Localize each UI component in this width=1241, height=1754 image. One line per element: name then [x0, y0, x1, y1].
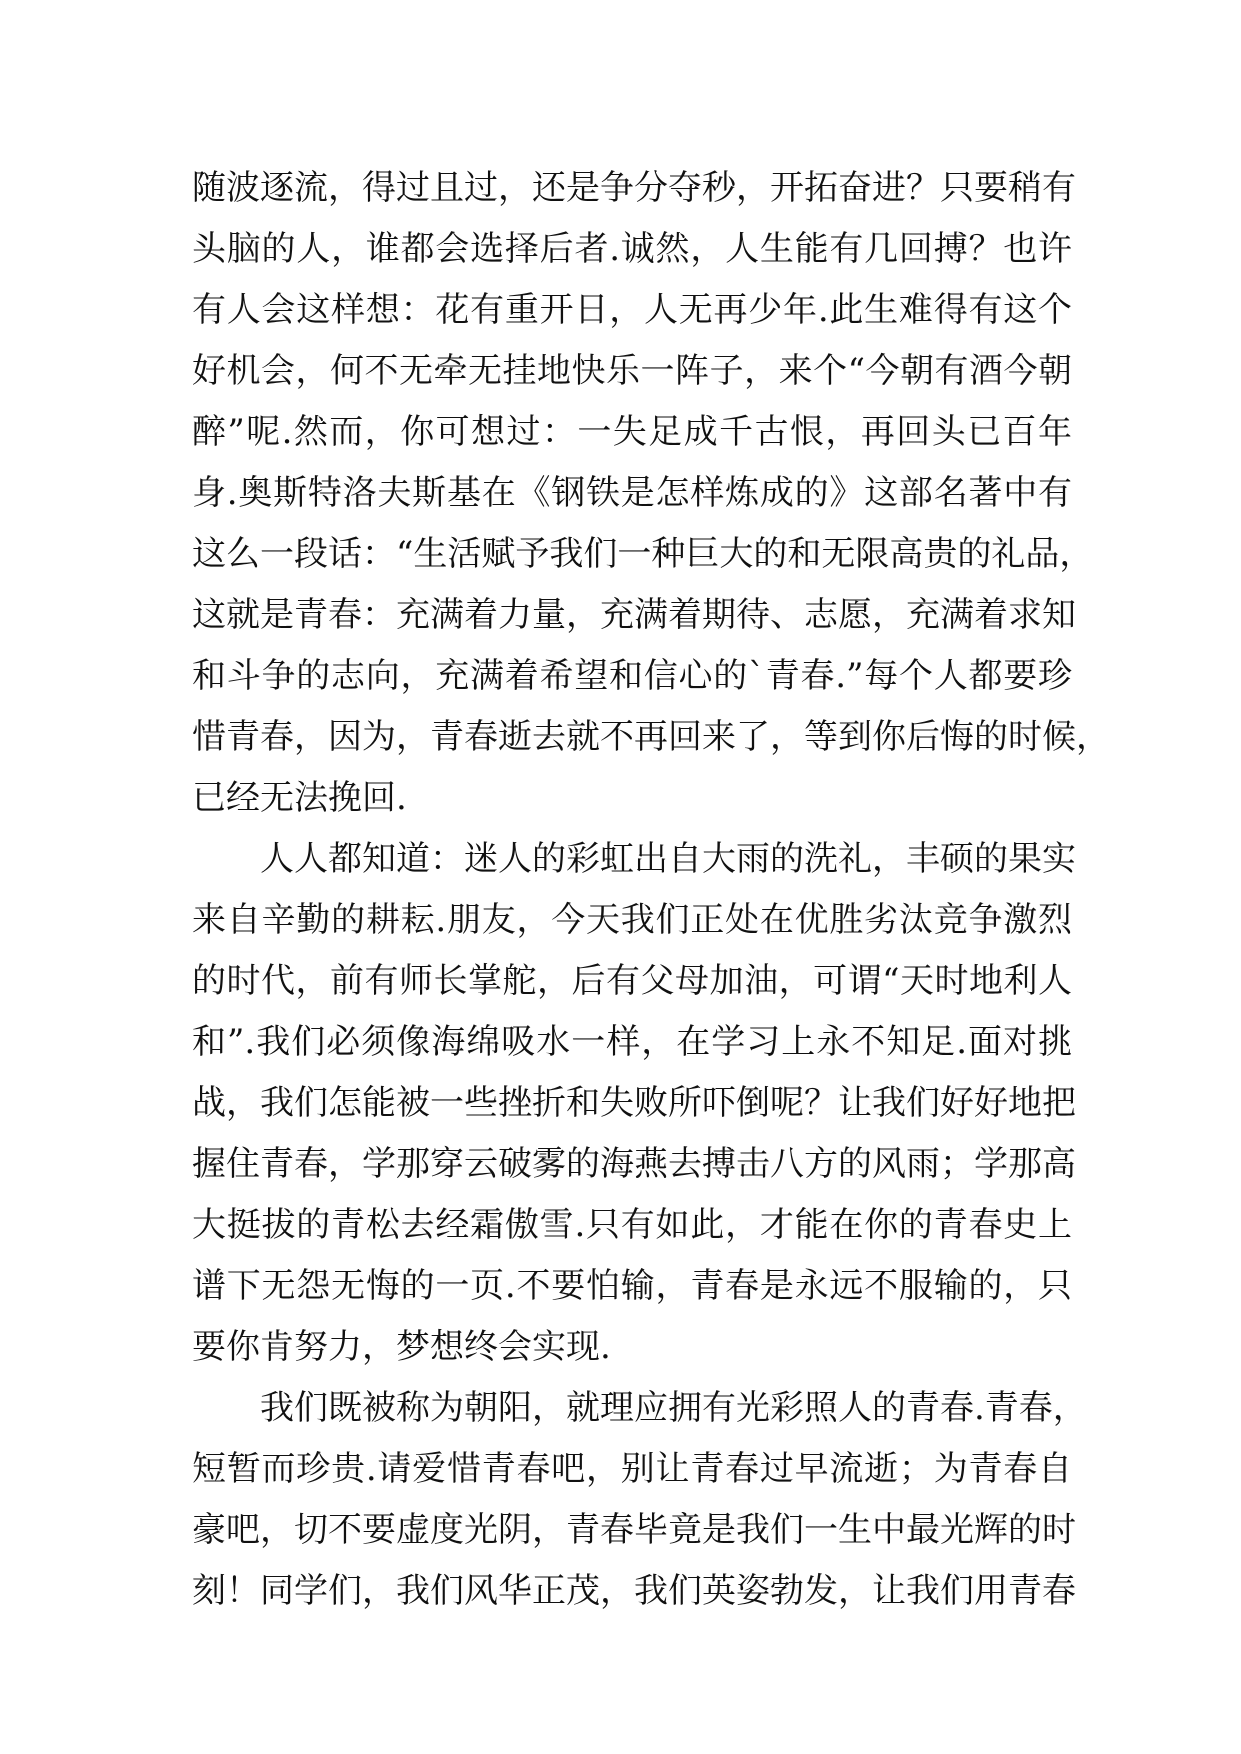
text-line: 和”.我们必须像海绵吸水一样，在学习上永不知足.面对挑 [192, 1022, 1072, 1062]
paragraph-3 [192, 1378, 1087, 1622]
text-line: 大挺拔的青松去经霜傲雪.只有如此，才能在你的青春史上 [192, 1205, 1072, 1245]
text-line: 身.奥斯特洛夫斯基在《钢铁是怎样炼成的》这部名著中有 [192, 473, 1072, 513]
text-line: 要你肯努力，梦想终会实现. [192, 1327, 611, 1367]
text-line: 短暂而珍贵.请爱惜青春吧，别让青春过早流逝；为青春自 [192, 1449, 1072, 1489]
text-line: 豪吧，切不要虚度光阴，青春毕竟是我们一生中最光辉的时 [192, 1510, 1076, 1550]
paragraph-2 [192, 829, 1076, 1378]
text-line: 已经无法挽回. [192, 778, 407, 818]
text-line: 随波逐流，得过且过，还是争分夺秒，开拓奋进？只要稍有 [192, 168, 1076, 208]
text-line: 握住青春，学那穿云破雾的海燕去搏击八方的风雨；学那高 [192, 1144, 1076, 1184]
text-line: 头脑的人，谁都会选择后者.诚然，人生能有几回搏？也许 [192, 229, 1072, 269]
paragraph-1 [192, 158, 1110, 829]
text-line: 的时代，前有师长掌舵，后有父母加油，可谓“天时地利人 [192, 961, 1072, 1001]
essay-body [192, 158, 1110, 1622]
text-line: 人人都知道：迷人的彩虹出自大雨的洗礼，丰硕的果实 [260, 839, 1076, 879]
text-line: 醉”呢.然而，你可想过：一失足成千古恨，再回头已百年 [192, 412, 1072, 452]
text-line: 好机会，何不无牵无挂地快乐一阵子，来个“今朝有酒今朝 [192, 351, 1072, 391]
text-line: 这么一段话：“生活赋予我们一种巨大的和无限高贵的礼品， [192, 534, 1094, 574]
text-line: 这就是青春：充满着力量，充满着期待、志愿，充满着求知 [192, 595, 1076, 635]
text-line: 战，我们怎能被一些挫折和失败所吓倒呢？让我们好好地把 [192, 1083, 1076, 1123]
text-line: 谱下无怨无悔的一页.不要怕输，青春是永远不服输的，只 [192, 1266, 1072, 1306]
text-line: 我们既被称为朝阳，就理应拥有光彩照人的青春.青春， [260, 1388, 1087, 1428]
text-line: 和斗争的志向，充满着希望和信心的`青春.”每个人都要珍 [192, 656, 1072, 696]
text-line: 有人会这样想：花有重开日，人无再少年.此生难得有这个 [192, 290, 1072, 330]
text-line: 惜青春，因为，青春逝去就不再回来了，等到你后悔的时候， [192, 717, 1110, 757]
text-line: 来自辛勤的耕耘.朋友，今天我们正处在优胜劣汰竞争激烈 [192, 900, 1072, 940]
text-line: 刻！同学们，我们风华正茂，我们英姿勃发，让我们用青春 [192, 1571, 1076, 1611]
